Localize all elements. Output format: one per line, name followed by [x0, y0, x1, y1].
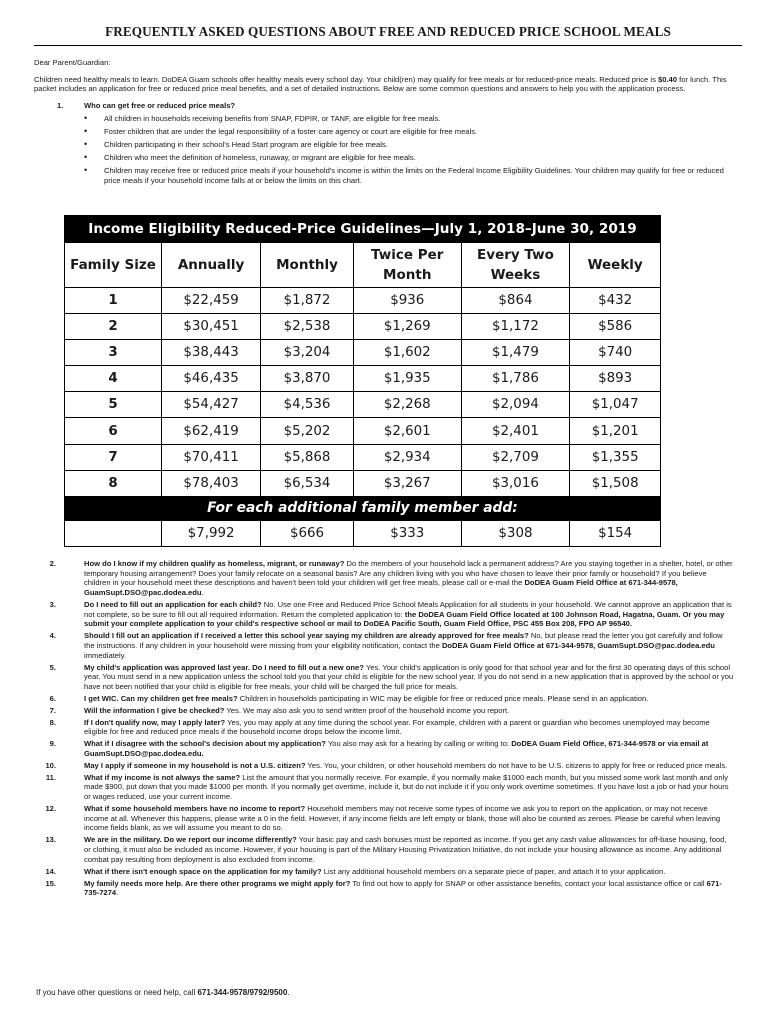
intro-text-b: for lunch. This packet includes an application for free or reduced price meal benefits, and a set of detailed instructions. Below are some common questions and answers to help you with the application process. [34, 74, 727, 94]
table-cell: $5,868 [261, 444, 354, 470]
table-row [65, 366, 661, 392]
faq-text [84, 804, 734, 833]
faq-item [34, 600, 734, 629]
column-header: Weekly [570, 243, 661, 288]
title-divider [34, 45, 742, 46]
table-header-row [65, 243, 661, 288]
faq-list [34, 559, 734, 900]
faq-answer: No, but please read the letter you got carefully and follow the instructions. If any children in your household were missing from your eligibility notification, contact the [84, 631, 723, 650]
faq-number: 1. [57, 101, 64, 111]
table-cell: $46,435 [162, 366, 261, 392]
table-row [65, 444, 661, 470]
family-size-cell: 6 [65, 418, 162, 444]
faq-answer: Your basic pay and cash bonuses must be reported as income. If you get any cash value allowances for off-base housing, food, or clothing, it must also be included as income. However, if your housing is part of the Military Housing Privatization Initiative, do not include your housing allowance as income. Any additional combat pay resulting from deployment is also excluded from income. [84, 835, 727, 864]
faq-question: Who can get free or reduced price meals? [84, 101, 236, 111]
table-cell: $2,094 [461, 392, 570, 418]
family-size-cell: 3 [65, 340, 162, 366]
table-cell: $54,427 [162, 392, 261, 418]
column-header: Annually [162, 243, 261, 288]
faq-question: May I apply if someone in my household is not a U.S. citizen? [84, 760, 306, 770]
faq-question: We are in the military. Do we report our income differently? [84, 835, 297, 845]
family-size-cell: 4 [65, 366, 162, 392]
table-cell: $6,534 [261, 470, 354, 496]
faq-number: 2. [49, 559, 56, 568]
table-cell: $3,870 [261, 366, 354, 392]
table-cell: $22,459 [162, 288, 261, 314]
faq-answer-emphasis: the DoDEA Guam Field Office located at 100 Johnson Road, Hagatna, Guam. Or you may submit your complete application to your child's respective school or mail to DoDEA Pacific South, Guam Field Office, PSC 455 Box 208, FPO AP 96540. [84, 609, 725, 629]
additional-member-label: For each additional family member add: [65, 496, 661, 520]
greeting: Dear Parent/Guardian: [34, 58, 111, 67]
faq-number: 10. [45, 760, 56, 770]
faq-answer: List the amount that you normally receive. For example, if you normally make $1000 each month, but you missed some work last month and only made $900, put down that you made $1000 per month. If you normally get overtime, include it, but do not include it if you only work overtime sometimes. If you have lost a job or had your hours or wages reduced, use your current income. [84, 772, 729, 802]
table-cell: $308 [461, 520, 570, 546]
table-cell: $1,602 [353, 340, 461, 366]
faq-number: 13. [45, 835, 56, 845]
table-cell: $4,536 [261, 392, 354, 418]
faq-question: My family needs more help. Are there other programs we might apply for? [84, 878, 351, 888]
table-cell: $586 [570, 314, 661, 340]
table-title: Income Eligibility Reduced-Price Guidelines—July 1, 2018–June 30, 2019 [65, 216, 661, 243]
faq-question: If I don't qualify now, may I apply later? [84, 717, 226, 727]
bullet-item: • All children in households receiving benefits from SNAP, FDPIR, or TANF, are eligible for free meals. [84, 114, 742, 124]
faq-number: 7. [49, 705, 56, 715]
faq-text [84, 835, 734, 864]
table-cell: $740 [570, 340, 661, 366]
table-cell: $2,401 [461, 418, 570, 444]
faq-answer: You also may ask for a hearing by calling or writing to: [325, 739, 512, 749]
reduced-price: $0.40 [657, 74, 677, 84]
page-title: FREQUENTLY ASKED QUESTIONS ABOUT FREE AND REDUCED PRICE SCHOOL MEALS [105, 24, 671, 39]
table-cell: $2,268 [353, 392, 461, 418]
footer-note: If you have other questions or need help, call 671-344-9578/9792/9500. [36, 988, 290, 997]
faq-answer-emphasis: DoDEA Guam Field Office at 671-344-9578, GuamSupt.DSO@pac.dodea.edu [441, 641, 715, 650]
faq-answer-emphasis: DoDEA Guam Field Office at 671-344-9578, GuamSupt.DSO@pac.dodea.edu [84, 578, 678, 598]
family-size-cell: 5 [65, 392, 162, 418]
faq-question: What if I disagree with the school's decision about my application? [84, 739, 326, 749]
table-row [65, 340, 661, 366]
table-cell: $2,538 [261, 314, 354, 340]
table-row [65, 288, 661, 314]
table-cell: $70,411 [162, 444, 261, 470]
table-cell: $3,204 [261, 340, 354, 366]
additional-member-row [65, 520, 661, 546]
bullet-item: • Children who meet the definition of homeless, runaway, or migrant are eligible for free meals. [84, 153, 742, 163]
table-cell: $2,709 [461, 444, 570, 470]
family-size-cell: 2 [65, 314, 162, 340]
bullet-item: • Children participating in their school's Head Start program are eligible for free meals. [84, 140, 742, 150]
faq-number: 4. [49, 631, 56, 641]
table-cell: $30,451 [162, 314, 261, 340]
faq-text [84, 739, 734, 758]
table-cell: $7,992 [162, 520, 261, 546]
faq-text [84, 663, 734, 692]
faq-item [34, 804, 734, 833]
table-cell: $1,355 [570, 444, 661, 470]
faq-answer: Children in households participating in WIC may be eligible for free or reduced price meals. Please send in an application. [237, 693, 649, 703]
faq-item [34, 835, 734, 864]
faq-answer-tail: . [201, 588, 204, 598]
faq-text [84, 706, 734, 716]
faq-answer-emphasis: 671-735-7274 [84, 878, 722, 898]
table-cell: $154 [570, 520, 661, 546]
faq-item [34, 706, 734, 716]
faq-item [34, 739, 734, 758]
intro-text-a: Children need healthy meals to learn. DoDEA Guam schools offer healthy meals every school day. Your child(ren) may qualify for free meals or for reduced-price meals. Reduced price is [34, 74, 658, 84]
faq-text [84, 761, 734, 771]
faq-answer: To find out how to apply for SNAP or other assistance benefits, contact your local assistance office or call [350, 878, 707, 888]
faq-question: Do I need to fill out an application for each child? [84, 600, 262, 609]
faq-text [84, 718, 734, 737]
faq-number: 15. [45, 878, 56, 888]
faq-question: Will the information I give be checked? [84, 705, 225, 715]
faq-number: 12. [45, 804, 56, 814]
faq-answer: Yes. You, your children, or other household members do not have to be U.S. citizens to apply for free or reduced price meals. [305, 760, 728, 770]
faq-question: My child's application was approved last year. Do I need to fill out a new one? [84, 662, 364, 672]
table-cell: $5,202 [261, 418, 354, 444]
table-cell: $1,508 [570, 470, 661, 496]
faq-text [84, 631, 734, 660]
faq-text [84, 867, 734, 877]
faq-question: What if my income is not always the same? [84, 772, 241, 782]
faq-text [84, 694, 734, 704]
table-row [65, 418, 661, 444]
faq-number: 3. [49, 600, 56, 609]
faq-item [34, 879, 734, 898]
faq-item [34, 773, 734, 802]
faq-number: 11. [45, 772, 56, 782]
table-cell: $1,172 [461, 314, 570, 340]
table-cell: $1,269 [353, 314, 461, 340]
faq-item [34, 761, 734, 771]
table-cell: $2,601 [353, 418, 461, 444]
table-cell: $1,201 [570, 418, 661, 444]
faq-item-1 [34, 101, 742, 185]
table-cell: $1,786 [461, 366, 570, 392]
bullet-item: • Children may receive free or reduced price meals if your household's income is within the limits on the Federal Income Eligibility Guidelines. Your children may qualify for free or reduced price meals if your household income falls at or below the limits on this chart. [84, 166, 742, 185]
faq-answer: No. Use one Free and Reduced Price School Meals Application for all students in your household. We cannot approve an application that is not complete, so be sure to fill out all required information. Return the completed application to: [84, 600, 732, 619]
table-cell: $62,419 [162, 418, 261, 444]
table-cell: $38,443 [162, 340, 261, 366]
faq-answer: Yes, you may apply at any time during the school year. For example, children with a parent or guardian who becomes unemployed may become eligible for free and reduced price meals if the household income drops below the income limit. [84, 717, 710, 737]
column-header: Twice Per Month [353, 243, 461, 288]
faq-answer-tail: immediately. [84, 650, 127, 660]
table-cell: $936 [353, 288, 461, 314]
faq-item [34, 718, 734, 737]
faq-item [34, 694, 734, 704]
table-cell: $2,934 [353, 444, 461, 470]
faq-question: I get WIC. Can my children get free meals? [84, 693, 238, 703]
table-cell: $3,267 [353, 470, 461, 496]
family-size-cell: 7 [65, 444, 162, 470]
column-header: Every Two Weeks [461, 243, 570, 288]
faq-item [34, 631, 734, 660]
footer-phone: 671-344-9578/9792/9500 [197, 988, 288, 997]
table-cell: $1,935 [353, 366, 461, 392]
faq-answer: Yes. Your child's application is only good for that school year and for the first 30 operating days of this school year. You must send in a new application unless the school told you that your child is eligible for the new school year. If you do not send in a new application that is approved by the school or you have not been notified that your child is eligible for free meals, your child will be charged the full price for meals. [84, 662, 734, 691]
table-cell: $1,872 [261, 288, 354, 314]
table-cell: $78,403 [162, 470, 261, 496]
income-eligibility-table [64, 215, 661, 547]
faq-text [84, 600, 734, 629]
faq-answer-tail: . [116, 888, 119, 898]
column-header: Monthly [261, 243, 354, 288]
faq-answer: Yes. We may also ask you to send written proof of the household income you report. [224, 705, 510, 715]
empty-cell [65, 520, 162, 546]
faq-number: 5. [49, 662, 56, 672]
faq-number: 9. [49, 739, 56, 749]
faq-answer-emphasis: DoDEA Guam Field Office, 671-344-9578 or via email at GuamSupt.DSO@pac.dodea.edu. [84, 739, 709, 758]
faq-question: Should I fill out an application if I received a letter this school year saying my children are already approved for free meals? [84, 631, 529, 641]
table-cell: $864 [461, 288, 570, 314]
table-cell: $1,479 [461, 340, 570, 366]
faq-text [84, 879, 734, 898]
bullet-item: • Foster children that are under the legal responsibility of a foster care agency or court are eligible for free meals. [84, 127, 742, 137]
family-size-cell: 8 [65, 470, 162, 496]
faq-text [84, 559, 734, 598]
faq-number: 14. [45, 866, 56, 876]
eligibility-bullet-list [84, 114, 742, 185]
faq-question: What if there isn't enough space on the application for my family? [84, 866, 322, 876]
faq-text [84, 773, 734, 802]
faq-item [34, 867, 734, 877]
table-row [65, 314, 661, 340]
table-cell: $1,047 [570, 392, 661, 418]
table-cell: $893 [570, 366, 661, 392]
faq-answer: Do the members of your household lack a permanent address? Are you staying together in a shelter, hotel, or other temporary housing arrangement? Does your family relocate on a seasonal basis? Are any children living with you who have chosen to leave their prior family or household? If you believe children in your household meet these descriptions and haven't been told your children will get free meals, please call or e-mail the [84, 559, 733, 588]
column-header: Family Size [65, 243, 162, 288]
table-cell: $666 [261, 520, 354, 546]
faq-number: 6. [49, 693, 56, 703]
faq-item [34, 663, 734, 692]
table-row [65, 470, 661, 496]
family-size-cell: 1 [65, 288, 162, 314]
table-cell: $432 [570, 288, 661, 314]
faq-item [34, 559, 734, 598]
faq-question: How do I know if my children qualify as homeless, migrant, or runaway? [84, 559, 345, 568]
intro-paragraph [34, 75, 742, 94]
document-page [34, 0, 742, 189]
faq-answer: List any additional household members on a separate piece of paper, and attach it to your application. [321, 866, 666, 876]
faq-question: What if some household members have no income to report? [84, 804, 306, 814]
table-cell: $3,016 [461, 470, 570, 496]
table-cell: $333 [353, 520, 461, 546]
table-row [65, 392, 661, 418]
faq-number: 8. [49, 717, 56, 727]
faq-answer: Household members may not receive some types of income we ask you to report on the application, or may not receive income at all. Whenever this happens, please write a 0 in the field. However, if any income fields are left empty or blank, those will also be counted as zeroes. Please be careful when leaving income fields blank, as we will assume you meant to do so. [84, 804, 721, 833]
